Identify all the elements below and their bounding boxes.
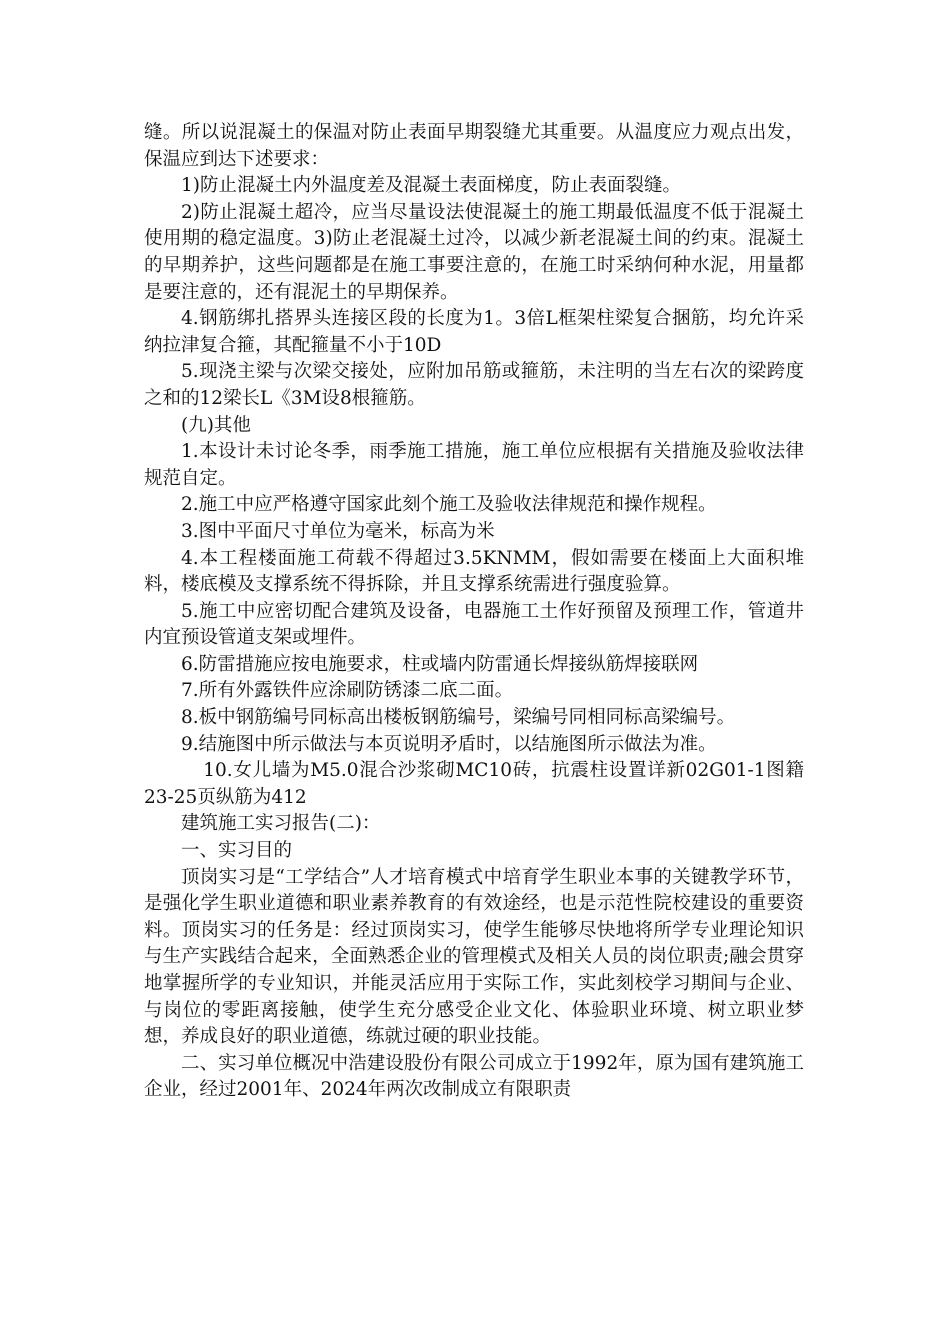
paragraph-other-10: 10.女儿墙为M5.0混合沙浆砌MC10砖，抗震柱设置详新02G01-1图籍23-25页纵筋为412	[144, 760, 804, 808]
section-heading-other: (九)其他	[181, 414, 251, 436]
paragraph-item-4-rebar: 4.钢筋绑扎搭界头连接区段的长度为1。3倍L框架柱梁复合捆筋，均允许采纳拉津复合箍，其配箍量不小于10D	[144, 308, 804, 356]
report-title: 建筑施工实习报告(二)：	[181, 813, 381, 835]
paragraph-other-3: 3.图中平面尺寸单位为毫米，标高为米	[181, 520, 495, 542]
paragraph-requirement-1: 1)防止混凝土内外温度差及混凝土表面梯度，防止表面裂缝。	[181, 175, 681, 197]
paragraph-company-overview: 二、实习单位概况中浩建设股份有限公司成立于1992年，原为国有建筑施工企业，经过2001年、2024年两次改制成立有限职责	[144, 1052, 804, 1101]
paragraph-purpose: 顶岗实习是“工学结合”人才培育模式中培育学生职业本事的关键教学环节，是强化学生职业道德和职业素养教育的有效途经，也是示范性院校建设的重要资料。顶岗实习的任务是：经过顶岗实习，使学生能够尽快地将所学专业理论知识与生产实践结合起来，全面熟悉企业的管理模式及相关人员的岗位职责;融会贯穿地掌握所学的专业知识，并能灵活应用于实际工作，实此刻校学习期间与企业、与岗位的零距离接触，使学生充分感受企业文化、体验职业环境、树立职业梦想，养成良好的职业道德，练就过硬的职业技能。	[144, 866, 804, 1048]
paragraph-other-9: 9.结施图中所示做法与本页说明矛盾时，以结施图所示做法为准。	[181, 733, 717, 755]
paragraph-other-5: 5.施工中应密切配合建筑及设备，电器施工土作好预留及预理工作，管道井内宜预设管道支架或埋件。	[144, 600, 804, 649]
paragraph-other-7: 7.所有外露铁件应涂刷防锈漆二底二面。	[181, 680, 514, 702]
paragraph-other-1: 1.本设计未讨论冬季，雨季施工措施，施工单位应根据有关措施及验收法律规范自定。	[144, 441, 804, 489]
paragraph-other-4: 4.本工程楼面施工荷载不得超过3.5KNMM，假如需要在楼面上大面积堆料，楼底模及支撑系统不得拆除，并且支撑系统需进行强度验算。	[144, 547, 804, 596]
document-page	[144, 120, 804, 1104]
paragraph-requirement-2-3: 2)防止混凝土超冷，应当尽量设法使混凝土的施工期最低温度不低于混凝土使用期的稳定温度。3)防止老混凝土过冷，以减少新老混凝土间的约束。混凝土的早期养护，这些问题都是在施工事要注意的，在施工时采纳何种水泥，用量都是要注意的，还有混泥土的早期保养。	[144, 201, 804, 303]
paragraph-item-5-beam: 5.现浇主梁与次梁交接处，应附加吊筋或箍筋，未注明的当左右次的梁跨度之和的12梁长L《3M设8根箍筋。	[144, 361, 804, 409]
paragraph-other-2: 2.施工中应严格遵守国家此刻个施工及验收法律规范和操作规程。	[181, 494, 717, 516]
section-heading-purpose: 一、实习目的	[181, 840, 293, 862]
paragraph-continuation: 缝。所以说混凝土的保温对防止表面早期裂缝尤其重要。从温度应力观点出发，保温应到达下述要求：	[144, 122, 804, 170]
paragraph-other-6: 6.防雷措施应按电施要求，柱或墙内防雷通长焊接纵筋焊接联网	[181, 653, 699, 675]
paragraph-other-8: 8.板中钢筋编号同标高出楼板钢筋编号，梁编号同相同标高梁编号。	[181, 707, 736, 729]
